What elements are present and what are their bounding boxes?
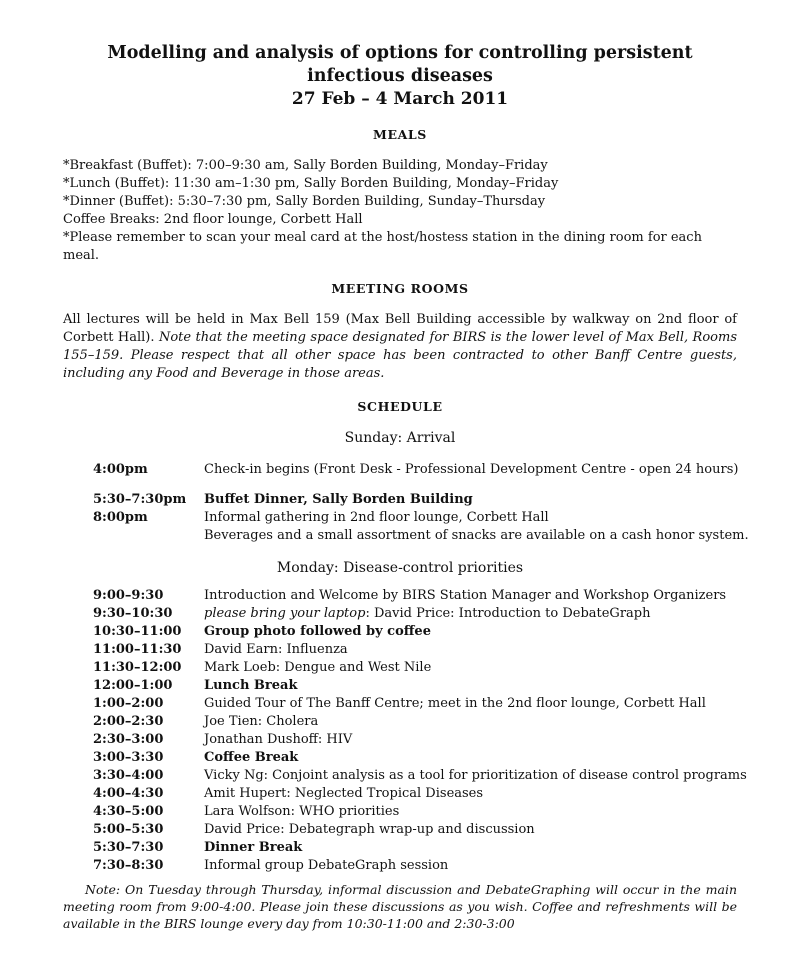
sunday-heading: Sunday: Arrival — [344, 430, 456, 446]
schedule-time: 12:00–1:00 — [93, 678, 173, 693]
schedule-time: 8:00pm — [93, 510, 148, 525]
laptop-note: please bring your laptop — [204, 606, 366, 621]
schedule-time: 4:30–5:00 — [93, 804, 164, 819]
schedule-time: 5:00–5:30 — [93, 822, 164, 837]
schedule-row — [93, 695, 737, 713]
schedule-desc: Guided Tour of The Banff Centre; meet in the 2nd floor lounge, Corbett Hall — [204, 696, 706, 711]
schedule-row — [93, 785, 737, 803]
monday-schedule — [93, 587, 747, 875]
schedule-time: 2:30–3:00 — [93, 732, 164, 747]
meal-card-reminder: *Please remember to scan your meal card at the host/hostess station in the dining room for each meal. — [63, 230, 702, 263]
meeting-rooms-text — [63, 311, 737, 383]
schedule-time: 5:30–7:30pm — [93, 492, 187, 507]
schedule-time: 5:30–7:30 — [93, 840, 164, 855]
schedule-desc: David Earn: Influenza — [204, 642, 348, 657]
schedule-row — [93, 605, 737, 623]
schedule-desc: Informal group DebateGraph session — [204, 858, 449, 873]
schedule-row — [93, 623, 737, 641]
meal-line-coffee: Coffee Breaks: 2nd floor lounge, Corbett Hall — [63, 212, 363, 227]
schedule-time: 11:30–12:00 — [93, 660, 182, 675]
schedule-desc: Amit Hupert: Neglected Tropical Diseases — [204, 786, 484, 801]
schedule-time: 11:00–11:30 — [93, 642, 182, 657]
schedule-desc: Lara Wolfson: WHO priorities — [204, 804, 400, 819]
schedule-desc: Coffee Break — [204, 750, 299, 765]
meals-heading: MEALS — [373, 127, 427, 142]
schedule-time: 4:00pm — [93, 462, 148, 477]
schedule-row — [93, 587, 737, 605]
meeting-rooms-heading: MEETING ROOMS — [331, 281, 469, 296]
schedule-row — [93, 821, 737, 839]
meal-line-lunch: *Lunch (Buffet): 11:30 am–1:30 pm, Sally Borden Building, Monday–Friday — [63, 176, 559, 191]
schedule-time: 2:00–2:30 — [93, 714, 164, 729]
schedule-desc-rest: : David Price: Introduction to DebateGraph — [365, 606, 651, 621]
schedule-row — [93, 527, 749, 545]
meeting-rooms-main: All lectures will be held in Max Bell 159 (Max Bell Building accessible by walkway on 2nd floor of Corbett Hall). — [63, 312, 737, 345]
schedule-row — [93, 803, 737, 821]
schedule-desc: Vicky Ng: Conjoint analysis as a tool for prioritization of disease control programs — [204, 768, 747, 783]
schedule-heading: SCHEDULE — [357, 399, 443, 414]
schedule-time: 1:00–2:00 — [93, 696, 164, 711]
schedule-row — [93, 677, 737, 695]
schedule-time — [93, 527, 204, 545]
schedule-row — [93, 509, 737, 527]
schedule-row — [93, 491, 737, 509]
schedule-desc: Dinner Break — [204, 840, 303, 855]
schedule-row — [93, 839, 737, 857]
schedule-desc: Informal gathering in 2nd floor lounge, Corbett Hall — [204, 510, 549, 525]
schedule-time: 9:30–10:30 — [93, 606, 173, 621]
schedule-row — [93, 641, 737, 659]
schedule-desc: Mark Loeb: Dengue and West Nile — [204, 660, 432, 675]
sunday-schedule — [93, 461, 749, 545]
schedule-row — [93, 767, 747, 785]
schedule-desc: David Price: Debategraph wrap-up and discussion — [204, 822, 535, 837]
schedule-desc: Lunch Break — [204, 678, 298, 693]
schedule-row — [93, 749, 737, 767]
schedule-desc: Group photo followed by coffee — [204, 624, 431, 639]
meeting-rooms-note: Note that the meeting space designated for BIRS is the lower level of Max Bell, Rooms 155–159. Please respect that all other space has been contracted to other Banff Centre guests, including any Food and Beverage in those areas. — [63, 330, 737, 381]
schedule-time: 9:00–9:30 — [93, 588, 164, 603]
schedule-desc: Check-in begins (Front Desk - Professional Development Centre - open 24 hours) — [204, 462, 739, 477]
meal-line-dinner: *Dinner (Buffet): 5:30–7:30 pm, Sally Borden Building, Sunday–Thursday — [63, 194, 546, 209]
schedule-row — [93, 731, 737, 749]
schedule-row — [93, 857, 737, 875]
schedule-time: 3:30–4:00 — [93, 768, 164, 783]
schedule-row — [93, 461, 737, 479]
schedule-desc — [204, 605, 650, 623]
meal-line-breakfast: *Breakfast (Buffet): 7:00–9:30 am, Sally Borden Building, Monday–Friday — [63, 158, 548, 173]
schedule-desc: Buffet Dinner, Sally Borden Building — [204, 492, 473, 507]
schedule-note: Note: On Tuesday through Thursday, informal discussion and DebateGraphing will occur in the main meeting room from 9:00-4:00. Please join these discussions as you wish. Coffee and refreshments will be available in the BIRS lounge every day from 10:30-11:00 and 2:30-3:00 — [63, 882, 737, 931]
schedule-desc: Jonathan Dushoff: HIV — [204, 732, 353, 747]
meals-section — [63, 157, 737, 265]
schedule-time: 10:30–11:00 — [93, 624, 182, 639]
schedule-time: 4:00–4:30 — [93, 786, 164, 801]
schedule-desc: Introduction and Welcome by BIRS Station Manager and Workshop Organizers — [204, 588, 727, 603]
schedule-time: 7:30–8:30 — [93, 858, 164, 873]
schedule-desc: Beverages and a small assortment of snacks are available on a cash honor system. — [204, 528, 749, 543]
monday-heading: Monday: Disease-control priorities — [276, 560, 524, 576]
document-title: Modelling and analysis of options for controlling persistent infectious diseases — [107, 43, 693, 86]
schedule-row — [93, 713, 737, 731]
schedule-desc: Joe Tien: Cholera — [204, 714, 319, 729]
schedule-row — [93, 659, 737, 677]
schedule-time: 3:00–3:30 — [93, 750, 164, 765]
document-date: 27 Feb – 4 March 2011 — [291, 89, 509, 109]
